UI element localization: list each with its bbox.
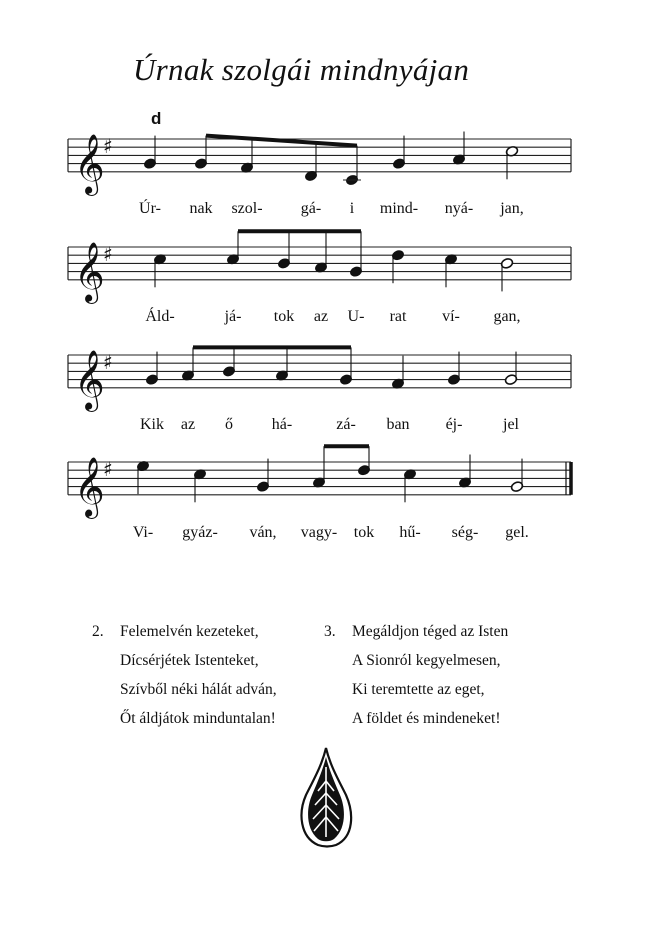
lyric-syllable: gan,: [493, 308, 521, 325]
lyric-syllable: ván,: [249, 524, 277, 541]
lyric-syllable: ő: [225, 416, 233, 433]
lyric-syllable: há-: [271, 416, 293, 433]
lyric-syllable: nyá-: [444, 200, 474, 217]
staff: [68, 231, 571, 303]
lyric-syllable: Kik: [140, 416, 164, 433]
lyric-syllable: nak: [189, 200, 213, 217]
staff: [68, 446, 571, 519]
lyric-syllable: gá-: [300, 200, 322, 217]
treble-clef-icon: 𝄞: [74, 133, 105, 194]
lyric-syllable: mind-: [379, 200, 419, 217]
lyric-syllable: Áld-: [145, 308, 175, 325]
verse-number: 3.: [324, 623, 336, 640]
verse-line: Őt áldjátok minduntalan!: [120, 710, 276, 727]
lyric-syllable: éj-: [445, 416, 463, 433]
sharp-icon: ♯: [103, 350, 113, 375]
lyric-syllable: já-: [224, 308, 242, 325]
verse-line: Ki teremtette az eget,: [352, 681, 485, 698]
verse-line: A földet és mindeneket!: [352, 710, 501, 727]
verse-line: Dícsérjétek Istenteket,: [120, 652, 259, 669]
lyric-syllable: szol-: [231, 200, 263, 217]
lyric-syllable: gyáz-: [182, 524, 218, 541]
tree-leaf-icon: [296, 745, 356, 850]
verse-line: Megáldjon téged az Isten: [352, 623, 509, 640]
sharp-icon: ♯: [103, 134, 113, 159]
verse-line: A Sionról kegyelmesen,: [352, 652, 501, 669]
lyric-syllable: jan,: [500, 200, 524, 217]
verse-line: Felemelvén kezeteket,: [120, 623, 259, 640]
staff: [68, 347, 571, 411]
lyric-syllable: az: [180, 416, 196, 433]
verse-number: 2.: [92, 623, 104, 640]
lyric-syllable: hű-: [399, 524, 421, 541]
lyric-syllable: i: [349, 200, 355, 217]
treble-clef-icon: 𝄞: [74, 349, 105, 410]
lyric-syllable: vagy-: [300, 524, 338, 541]
lyric-syllable: ban: [386, 416, 410, 433]
lyric-syllable: U-: [347, 308, 365, 325]
mode-mark: d: [151, 109, 162, 128]
lyric-syllable: tok: [273, 308, 295, 325]
lyric-syllable: rat: [389, 308, 407, 325]
lyric-syllable: Úr-: [139, 200, 161, 217]
lyric-syllable: gel.: [505, 524, 529, 541]
song-title: Úrnak szolgái mindnyájan: [133, 52, 470, 87]
lyric-syllable: zá-: [336, 416, 356, 433]
treble-clef-icon: 𝄞: [74, 456, 105, 517]
sharp-icon: ♯: [103, 457, 113, 482]
verse-text: [120, 617, 277, 733]
lyric-syllable: ví-: [442, 308, 460, 325]
lyric-syllable: ség-: [451, 524, 479, 541]
verse-text: [352, 617, 508, 733]
lyric-syllable: tok: [353, 524, 375, 541]
verse-line: Szívből néki hálát adván,: [120, 681, 277, 698]
lyric-syllable: az: [313, 308, 329, 325]
sharp-icon: ♯: [103, 242, 113, 267]
treble-clef-icon: 𝄞: [74, 241, 105, 302]
staff: [68, 132, 571, 196]
lyric-syllable: jel: [503, 416, 519, 433]
lyric-syllable: Vi-: [132, 524, 154, 541]
